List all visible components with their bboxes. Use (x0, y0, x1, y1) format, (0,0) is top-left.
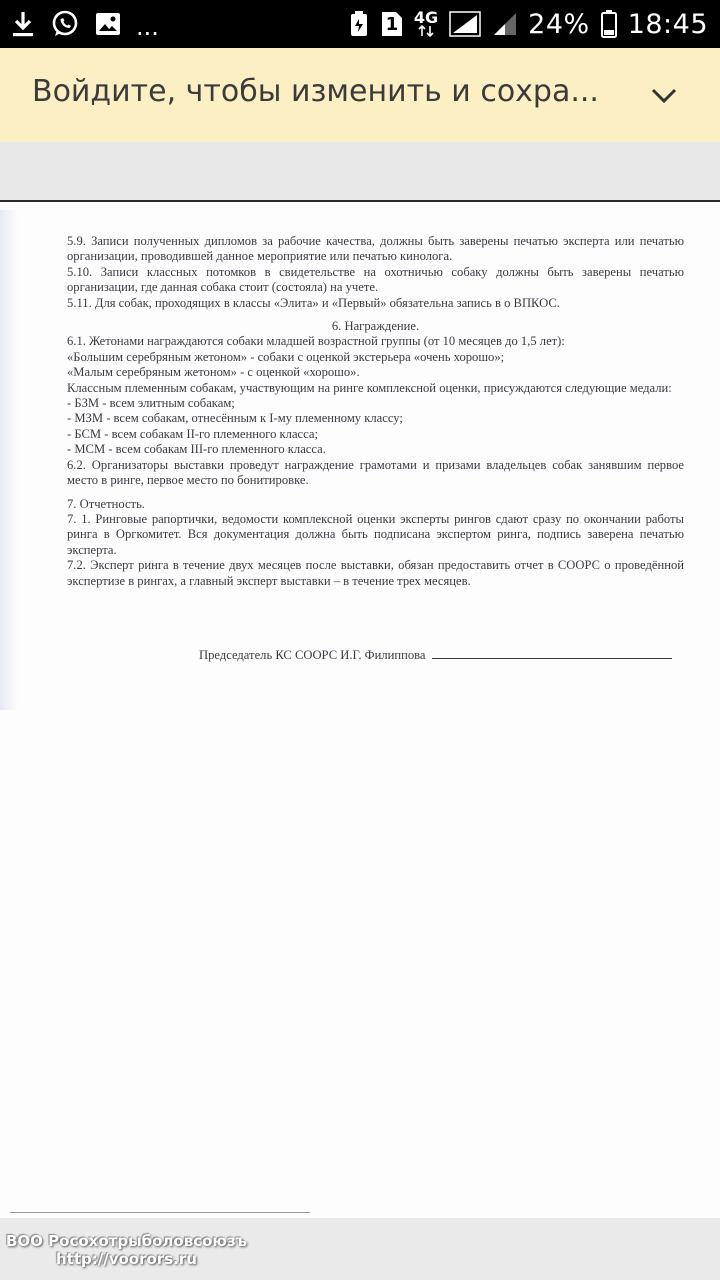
document-content (67, 234, 684, 662)
battery-percent: 24% (528, 8, 590, 40)
watermark (0, 1220, 720, 1280)
more-notifications: ... (136, 13, 159, 41)
network-type (413, 8, 439, 37)
status-bar-right (348, 0, 708, 48)
doc-line-mzm: - МЗМ - всем собакам, отнесённым к I-му племенному классу; (67, 411, 403, 426)
sign-in-banner-text[interactable]: Войдите, чтобы изменить и сохра... (32, 74, 599, 109)
doc-line-big-token: «Большим серебряным жетоном» - собаки с оценкой экстерьера «очень хорошо»; (67, 349, 505, 364)
sim-badge-icon (380, 10, 404, 38)
doc-line-6-1: 6.1. Жетонами награждаются собаки младшей возрастной группы (от 10 месяцев до 1,5 лет): (67, 334, 565, 349)
doc-line-5-11: 5.11. Для собак, проходящих в классы «Элита» и «Первый» обязательна запись в о ВПКОС. (67, 295, 560, 310)
signature-line (199, 648, 672, 663)
doc-line-bsm: - БСМ - всем собакам II-го племенного класса; (67, 426, 318, 441)
whatsapp-icon (50, 9, 80, 39)
doc-line-bzm: - БЗМ - всем элитным собакам; (67, 396, 235, 411)
document-page[interactable] (0, 202, 720, 1218)
doc-line-7-1: 7. 1. Ринговые рапортички, ведомости комплексной оценки эксперты рингов сдают сразу по окончании работы ринга в Оргкомитет. Вся документация должна быть подписана экспертом ринга, подпись заверена печатью эксперта. (67, 511, 684, 557)
watermark-url: http://voorors.ru (56, 1250, 197, 1268)
signal-2-icon (492, 9, 518, 39)
doc-line-5-9: 5.9. Записи полученных дипломов за рабочие качества, должны быть заверены печатью эксперта или печатью организации, проводившей данное мероприятие или печатью кинолога. (67, 234, 684, 264)
doc-line-7-2: 7.2. Эксперт ринга в течение двух месяцев после выставки, обязан предоставить отчет в СООРС о проведённой экспертизе в рингах, а главный эксперт выставки – в течение трех месяцев. (67, 558, 684, 588)
doc-line-small-token: «Малым серебряным жетоном» - с оценкой «хорошо». (67, 365, 360, 380)
battery-saver-icon (348, 9, 370, 39)
doc-line-msm: - МСМ - всем собакам III-го племенного класса. (67, 442, 326, 457)
signature-blank (432, 658, 672, 659)
status-bar-left (10, 0, 159, 48)
signal-icon (448, 9, 482, 39)
doc-heading-7: 7. Отчетность. (67, 496, 145, 511)
battery-icon (600, 9, 618, 39)
gallery-icon (94, 11, 122, 37)
doc-heading-6: 6. Награждение. (331, 319, 420, 334)
data-arrows-icon (418, 25, 434, 37)
sim-badge-number: 1 (385, 13, 399, 35)
status-bar (0, 0, 720, 48)
doc-line-medals: Классным племенным собакам, участвующим на ринге комплексной оценки, присуждаются следующие медали: (67, 380, 672, 395)
network-type-label: 4G (413, 8, 439, 27)
chevron-down-icon[interactable] (644, 76, 684, 116)
watermark-org: ВОО Росохотрыболовсоюзъ (6, 1232, 247, 1250)
toolbar-strip (0, 142, 720, 200)
scan-shadow (0, 210, 18, 710)
download-icon (10, 9, 36, 39)
doc-line-5-10: 5.10. Записи классных потомков в свидетельстве на охотничью собаку должны быть заверены печатью организации, где данная собака стоит (состояла) на учете. (67, 264, 684, 295)
sign-in-banner[interactable] (0, 48, 720, 142)
doc-line-6-2: 6.2. Организаторы выставки проведут награждение грамотами и призами владельцев собак занявшим первое место в ринге, первое место по бонитировке. (67, 457, 684, 488)
page-bottom-rule (10, 1212, 310, 1213)
clock: 18:45 (627, 8, 708, 40)
signature-text: Председатель КС СООРС И.Г. Филиппова (199, 648, 426, 662)
